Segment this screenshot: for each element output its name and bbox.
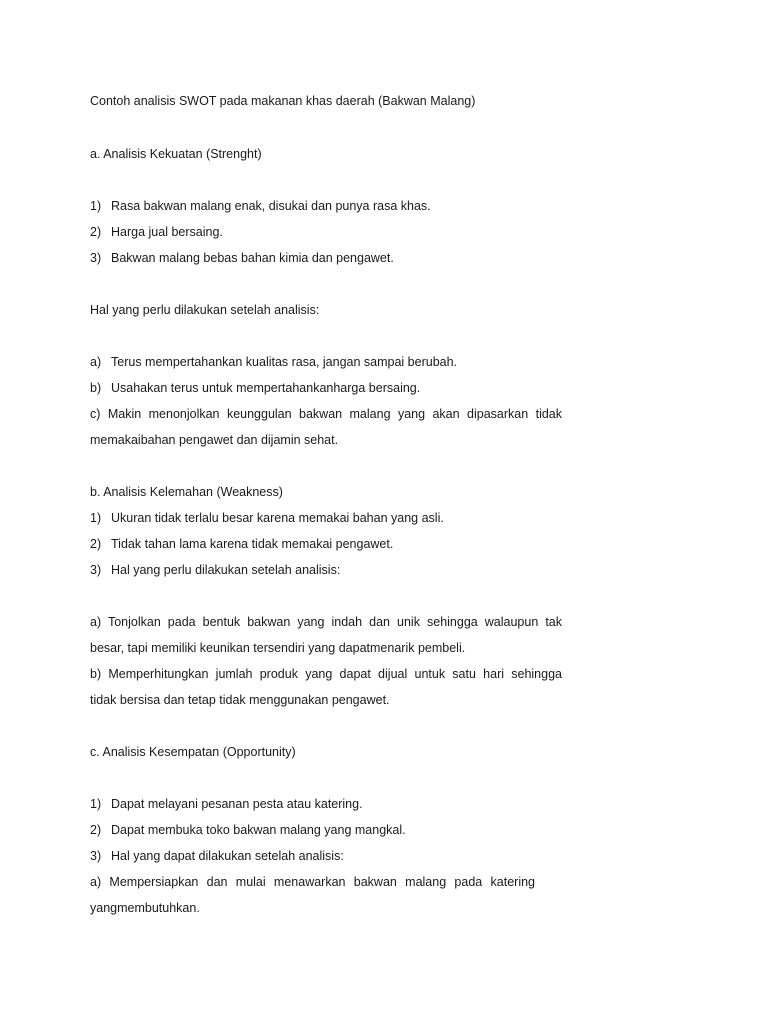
strength-heading: a. Analisis Kekuatan (Strenght) (90, 147, 262, 161)
list-number: 1) (90, 797, 102, 811)
document-title: Contoh analisis SWOT pada makanan khas daerah (Bakwan Malang) (90, 94, 476, 108)
list-text: Rasa bakwan malang enak, disukai dan punya rasa khas. (111, 199, 431, 213)
list-number: c) (90, 407, 101, 421)
list-item-continuation: besar, tapi memiliki keunikan tersendiri yang dapatmenarik pembeli. (90, 641, 466, 655)
list-item (90, 614, 562, 630)
list-item-continuation: tidak bersisa dan tetap tidak menggunakan pengawet. (90, 693, 390, 707)
list-number: a) (90, 615, 102, 629)
list-number: 3) (90, 849, 102, 863)
list-text: Makin menonjolkan keunggulan bakwan malang yang akan dipasarkan tidak (107, 407, 562, 421)
list-number: a) (90, 355, 102, 369)
list-item-continuation: memakaibahan pengawet dan dijamin sehat. (90, 433, 339, 447)
list-number: 1) (90, 199, 102, 213)
list-text: Hal yang dapat dilakukan setelah analisis: (111, 849, 344, 863)
list-item (90, 796, 363, 812)
list-text: Terus mempertahankan kualitas rasa, jangan sampai berubah. (111, 355, 458, 369)
list-item-continuation: yangmembutuhkan. (90, 901, 200, 915)
list-number: 3) (90, 563, 102, 577)
opportunity-heading: c. Analisis Kesempatan (Opportunity) (90, 745, 296, 759)
list-text: Memperhitungkan jumlah produk yang dapat dijual untuk satu hari sehingga (108, 667, 562, 681)
list-item (90, 406, 562, 422)
list-item (90, 224, 223, 240)
list-number: 1) (90, 511, 102, 525)
list-item (90, 666, 562, 682)
list-text: Mempersiapkan dan mulai menawarkan bakwan malang pada katering (109, 875, 535, 889)
list-item (90, 536, 393, 552)
list-item (90, 562, 340, 578)
list-number: 2) (90, 225, 102, 239)
weakness-heading: b. Analisis Kelemahan (Weakness) (90, 485, 283, 499)
list-text: Tidak tahan lama karena tidak memakai pengawet. (111, 537, 394, 551)
list-number: a) (90, 875, 102, 889)
list-item (90, 822, 406, 838)
list-number: b) (90, 381, 102, 395)
list-item (90, 510, 444, 526)
list-item (90, 250, 394, 266)
list-item (90, 848, 344, 864)
list-text: Hal yang perlu dilakukan setelah analisis: (111, 563, 341, 577)
list-number: 2) (90, 823, 102, 837)
list-number: b) (90, 667, 102, 681)
list-number: 2) (90, 537, 102, 551)
strength-actions-heading: Hal yang perlu dilakukan setelah analisis: (90, 303, 320, 317)
list-text: Ukuran tidak terlalu besar karena memakai bahan yang asli. (111, 511, 444, 525)
list-text: Tonjolkan pada bentuk bakwan yang indah dan unik sehingga walaupun tak (107, 615, 563, 629)
list-text: Dapat melayani pesanan pesta atau katering. (111, 797, 363, 811)
list-item (90, 380, 420, 396)
list-text: Harga jual bersaing. (111, 225, 223, 239)
list-item (90, 354, 457, 370)
list-text: Bakwan malang bebas bahan kimia dan pengawet. (111, 251, 394, 265)
list-item (90, 198, 431, 214)
list-number: 3) (90, 251, 102, 265)
list-text: Usahakan terus untuk mempertahankanharga bersaing. (111, 381, 421, 395)
list-item (90, 874, 535, 890)
list-text: Dapat membuka toko bakwan malang yang mangkal. (111, 823, 406, 837)
